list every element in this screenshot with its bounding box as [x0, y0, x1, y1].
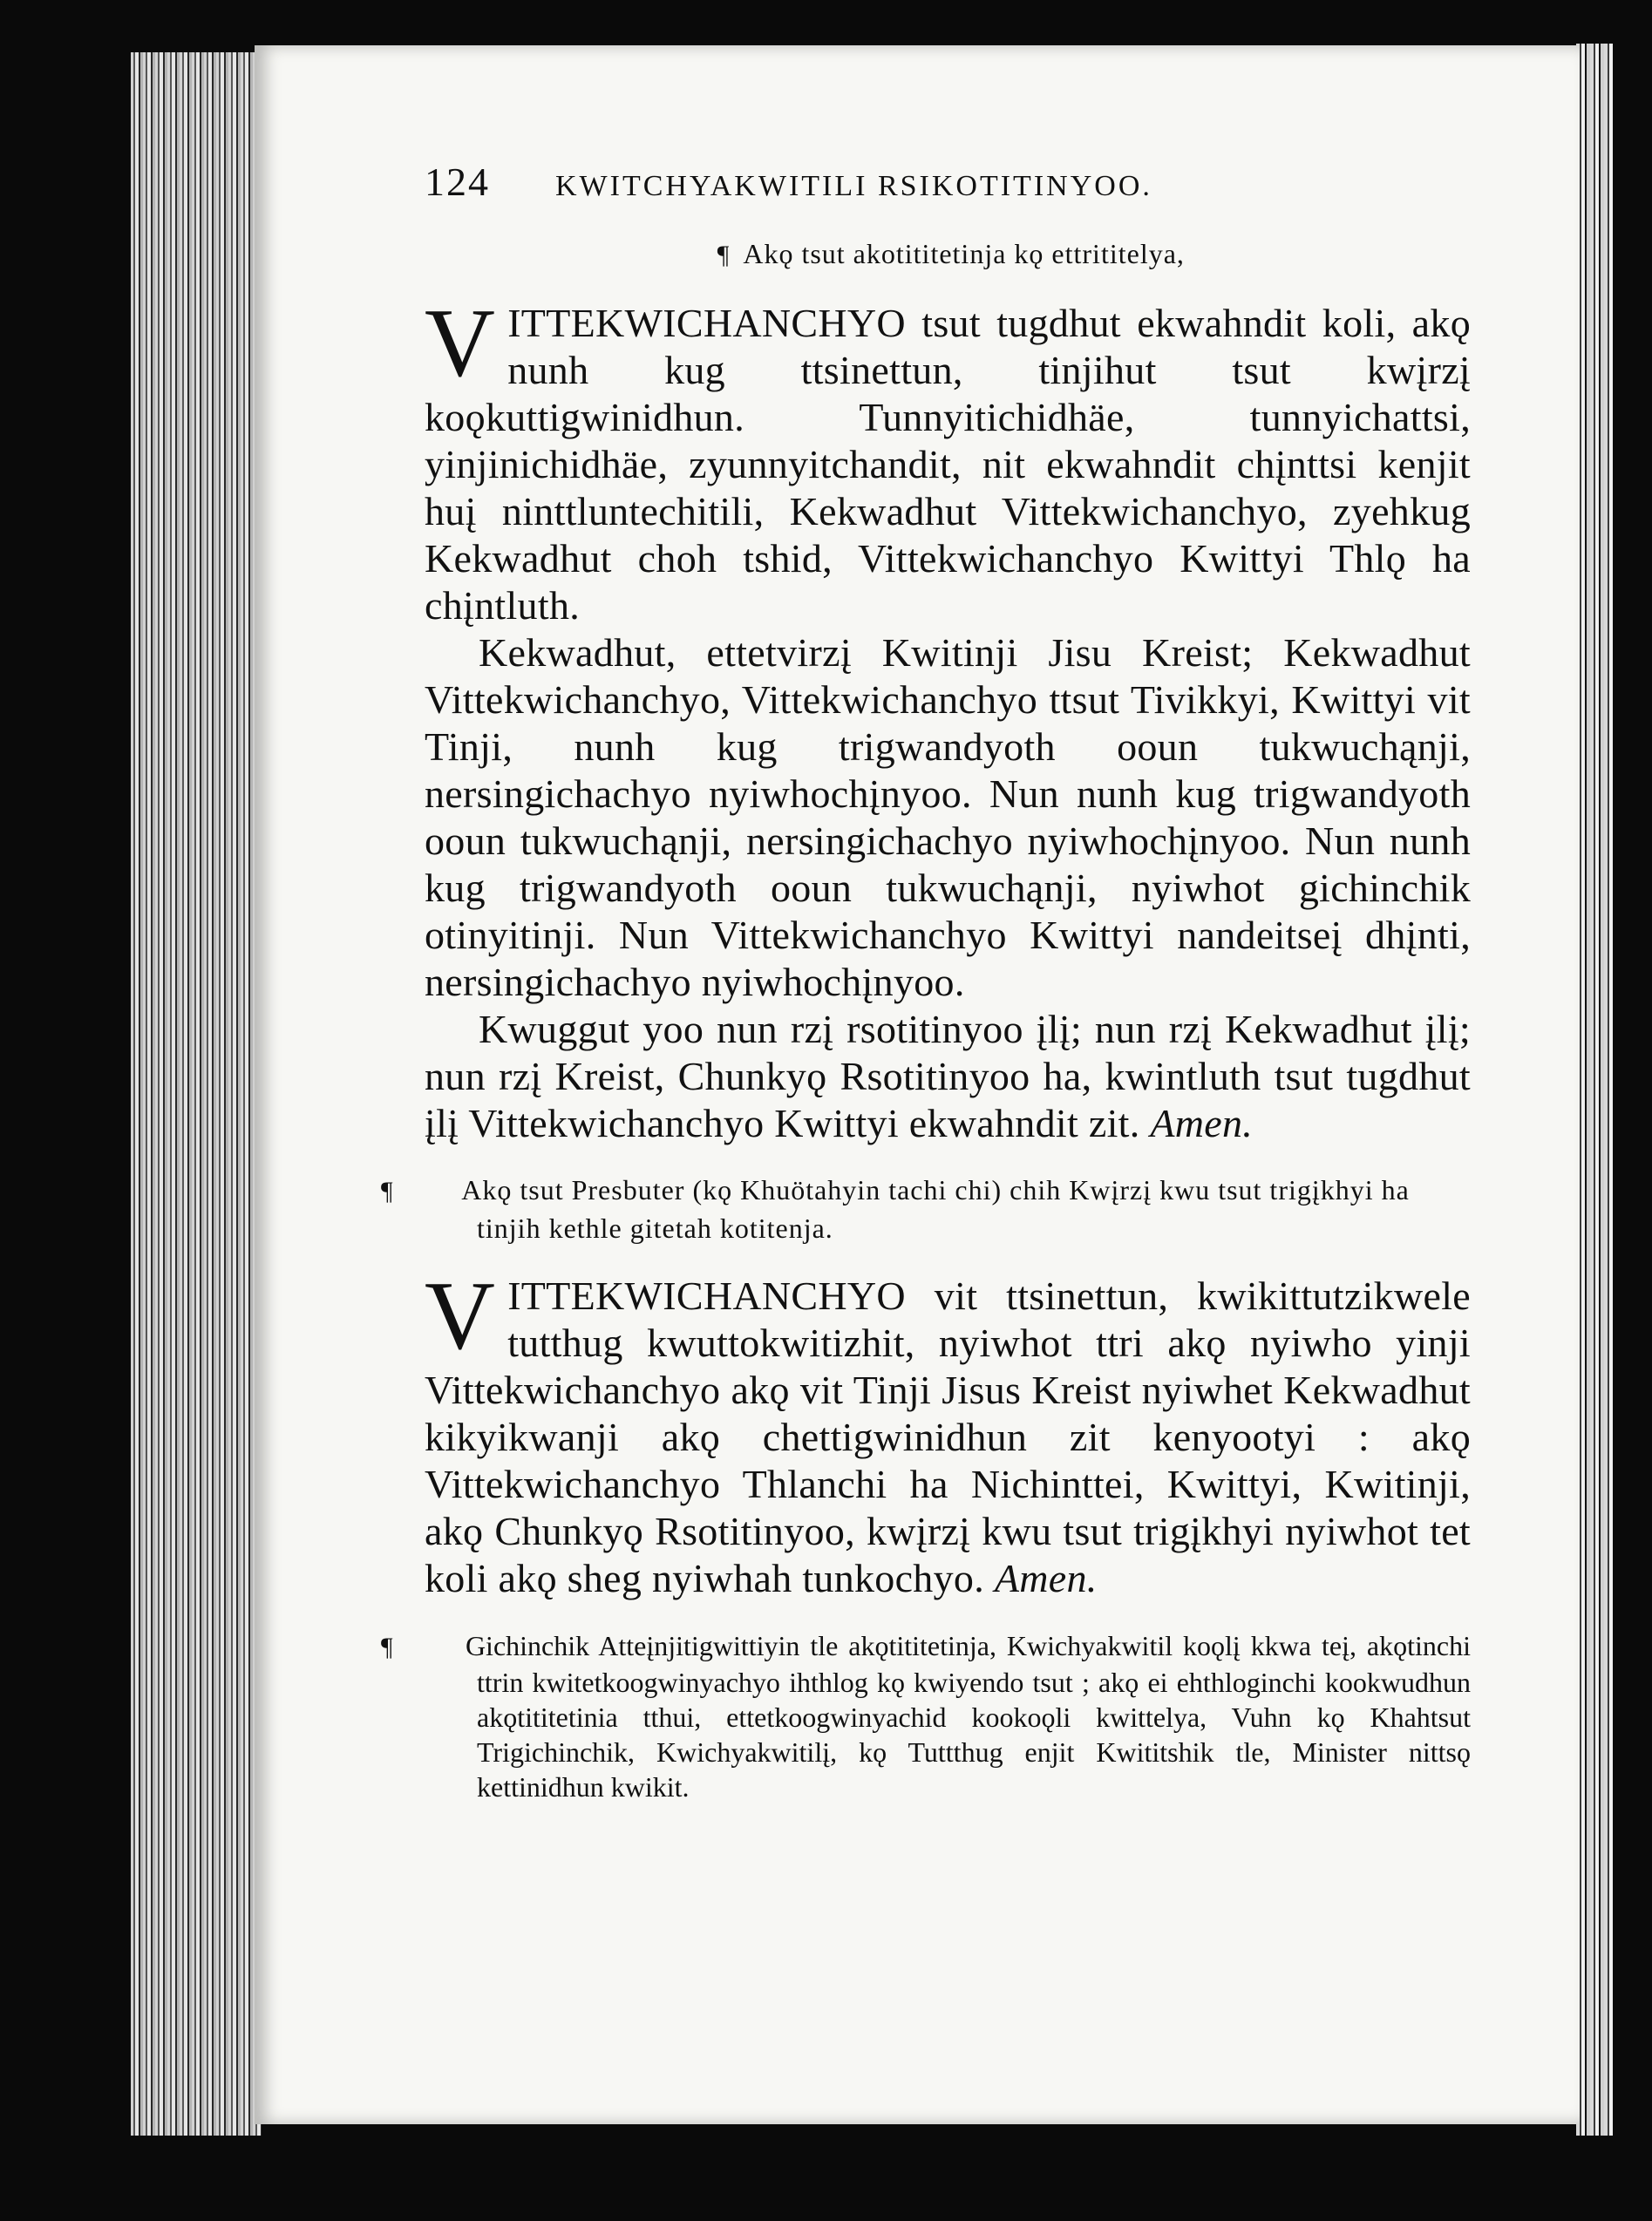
prayer-2-p1-text: ITTEKWICHANCHYO vit ttsinettun, kwikittutzikwele tutthug kwuttokwitizhit, nyiwhot ttri akǫ nyiwho yinji Vittekwichanchyo akǫ vit Tinji Jisus Kreist nyiwhet Kekwadhut kikyikwanji akǫ chettigwinidhun zit kenyootyi : akǫ Vittekwichanchyo Thlanchi ha Nichinttei, Kwittyi, Kwitinji, akǫ Chunkyǫ Rsotitinyoo, kwįrzį kwu tsut trigįkhyi nyiwhot tet koli akǫ sheg nyiwhah tunkochyo. [425, 1274, 1471, 1600]
rubric-notes-text: Gichinchik Atteįnjitigwittiyin tle akǫtititetinja, Kwichyakwitil koǫlį kkwa teį, akǫtinchi ttrin kwitetkoogwinyachyo ihthlog kǫ kwiyendo tsut ; akǫ ei ehthloginchi kookwudhun akǫtititetinia tthui, ettetkoogwinyachid kookoǫli kwittelya, Vuhn kǫ Khahtsut Trigichinchik, Kwichyakwitilį, kǫ Tuttthug enjit Kwititshik tle, Minister nittsǫ kettinidhun kwikit. [465, 1630, 1472, 1803]
rubric-2-text: Akǫ tsut Presbuter (kǫ Khuötahyin tachi chi) chih Kwįrzį kwu tsut trigįkhyi ha tinjih kethle gitetah kotitenja. [461, 1174, 1410, 1244]
running-head [425, 159, 1471, 211]
rubric-mark-icon: ¶ [381, 1633, 393, 1661]
page-number: 124 [425, 160, 490, 204]
rubric-mark-icon: ¶ [381, 1177, 394, 1206]
rubric-1-text: Akǫ tsut akotititetinja kǫ ettrititelya, [743, 238, 1185, 269]
prayer-1-paragraph-1 [425, 289, 1471, 629]
rubric-notes [381, 1628, 1472, 1804]
prayer-2-amen: Amen. [994, 1556, 1098, 1600]
prayer-1-amen: Amen. [1150, 1101, 1254, 1145]
prayer-2 [425, 1262, 1471, 1602]
prayer-1-p1-text: ITTEKWICHANCHYO tsut tugdhut ekwahndit koli, akǫ nunh kug ttsinettun, tinjihut tsut kwįrzį koǫkuttigwinidhun. Tunnyitichidhäe, tunnyichattsi, yinjinichidhäe, zyunnyitchandit, nit ekwahndit chįnttsi kenjit huį ninttluntechitili, Kekwadhut Vittekwichanchyo, zyehkug Kekwadhut choh tshid, Vittekwichanchyo Kwittyi Thlǫ ha chįntluth. [425, 301, 1471, 628]
dropcap-2: V [425, 1262, 496, 1370]
prayer-1-p2-text: Kekwadhut, ettetvirzį Kwitinji Jisu Kreist; Kekwadhut Vittekwichanchyo, Vittekwichanchyo ttsut Tivikkyi, Kwittyi vit Tinji, nunh kug trigwandyoth ooun tukwuchąnji, nersingichachyo nyiwhochįnyoo. Nun nunh kug trigwandyoth ooun tukwuchąnji, nersingichachyo nyiwhochįnyoo. Nun nunh kug trigwandyoth ooun tukwuchąnji, nyiwhot gichinchik otinyitinji. Nun Vittekwichanchyo Kwittyi nandeitseį dhįnti, nersingichachyo nyiwhochįnyoo. [425, 630, 1471, 1004]
book-right-edge [1576, 44, 1613, 2136]
dropcap-1: V [425, 289, 496, 397]
book-spine-edge [131, 52, 262, 2136]
rubric-1 [425, 235, 1471, 274]
prayer-2-paragraph-1 [425, 1262, 1471, 1602]
prayer-1-p3-text: Kwuggut yoo nun rzį rsotitinyoo įlį; nun rzį Kekwadhut įlį; nun rzį Kreist, Chunkyǫ Rsotitinyoo ha, kwintluth tsut tugdhut įlį Vittekwichanchyo Kwittyi ekwahndit zit. [425, 1007, 1471, 1145]
book-page [255, 45, 1580, 2124]
rubric-mark-icon: ¶ [717, 241, 731, 269]
prayer-1 [425, 289, 1471, 1147]
page-content [381, 159, 1472, 1804]
rubric-2 [381, 1172, 1471, 1246]
prayer-1-paragraph-3 [425, 1006, 1471, 1147]
prayer-1-paragraph-2 [425, 629, 1471, 1006]
running-title: KWITCHYAKWITILI RSIKOTITINYOO. [555, 170, 1152, 202]
